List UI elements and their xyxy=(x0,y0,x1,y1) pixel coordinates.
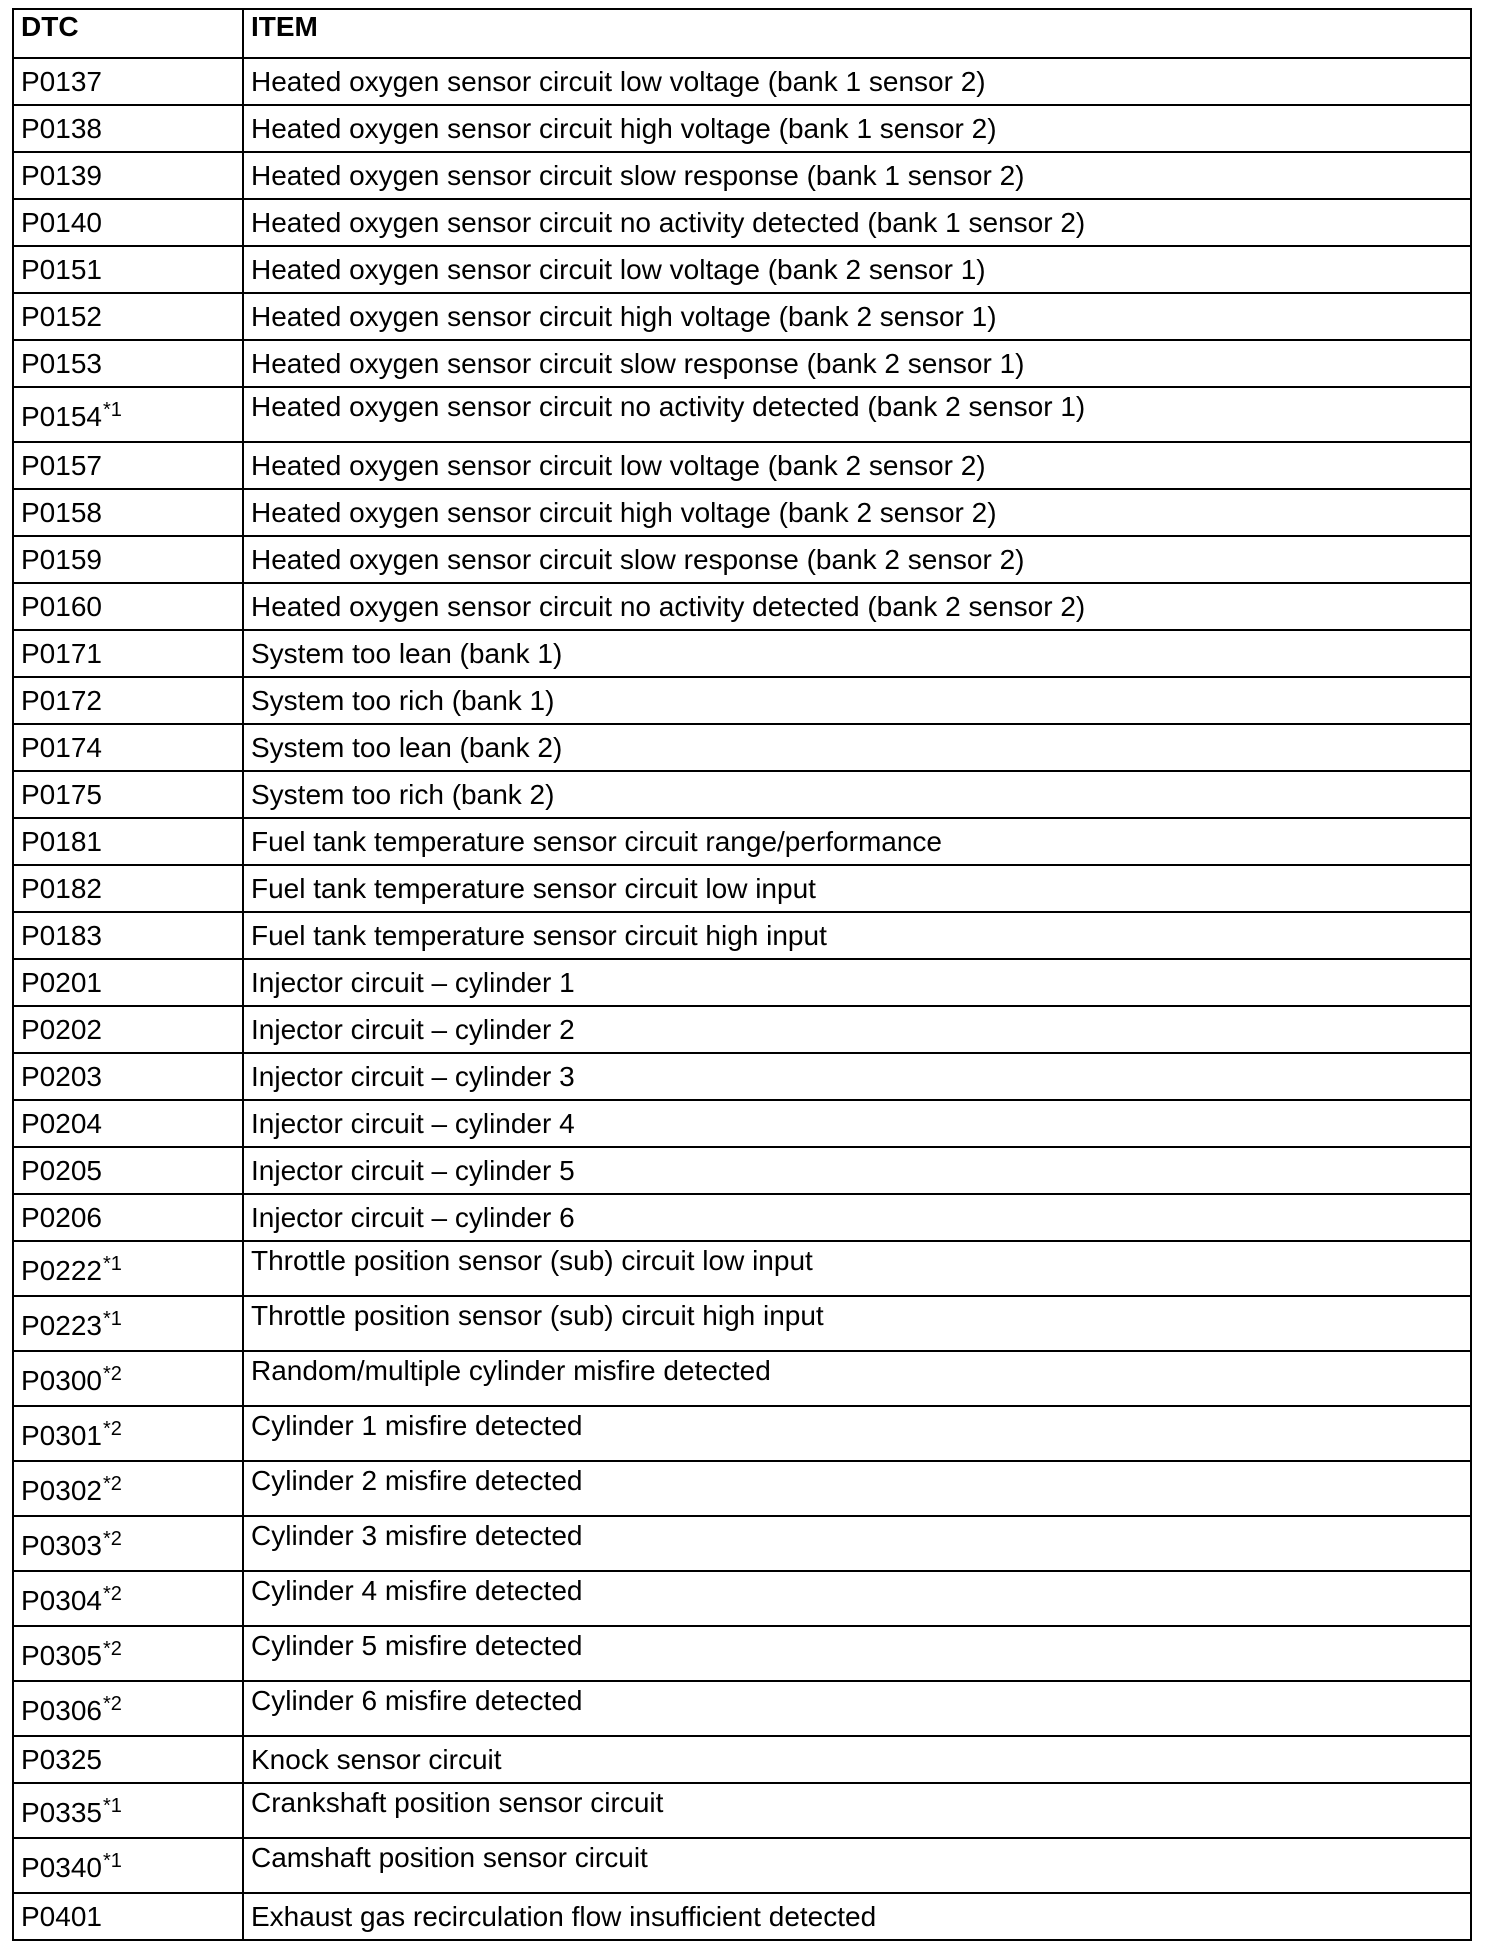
dtc-code-cell xyxy=(13,1461,243,1516)
dtc-code: P0172 xyxy=(21,685,102,716)
dtc-code-cell xyxy=(13,152,243,199)
dtc-code: P0335 xyxy=(21,1797,102,1828)
table-header-row xyxy=(13,9,1471,58)
dtc-code: P0139 xyxy=(21,160,102,191)
dtc-item-description: Injector circuit – cylinder 2 xyxy=(243,1006,1471,1053)
dtc-code: P0157 xyxy=(21,450,102,481)
table-row xyxy=(13,1100,1471,1147)
dtc-code: P0304 xyxy=(21,1585,102,1616)
dtc-code-cell xyxy=(13,818,243,865)
table-row xyxy=(13,724,1471,771)
dtc-code: P0153 xyxy=(21,348,102,379)
dtc-code: P0401 xyxy=(21,1901,102,1932)
table-row xyxy=(13,1783,1471,1838)
dtc-code-cell xyxy=(13,583,243,630)
table-row xyxy=(13,1893,1471,1940)
dtc-item-description: Injector circuit – cylinder 3 xyxy=(243,1053,1471,1100)
dtc-code: P0183 xyxy=(21,920,102,951)
table-row xyxy=(13,1241,1471,1296)
table-row xyxy=(13,387,1471,442)
dtc-code-cell xyxy=(13,1406,243,1461)
table-row xyxy=(13,1147,1471,1194)
footnote-marker: *1 xyxy=(102,1850,122,1872)
dtc-code-cell xyxy=(13,1783,243,1838)
table-row xyxy=(13,442,1471,489)
dtc-code: P0181 xyxy=(21,826,102,857)
table-row xyxy=(13,489,1471,536)
dtc-code-cell xyxy=(13,387,243,442)
dtc-item-description: Camshaft position sensor circuit xyxy=(243,1838,1471,1893)
dtc-item-description: Cylinder 4 misfire detected xyxy=(243,1571,1471,1626)
table-row xyxy=(13,583,1471,630)
dtc-item-description: Fuel tank temperature sensor circuit range/performance xyxy=(243,818,1471,865)
dtc-code-cell xyxy=(13,912,243,959)
table-row xyxy=(13,340,1471,387)
table-row xyxy=(13,771,1471,818)
dtc-code-cell xyxy=(13,1893,243,1940)
dtc-code: P0138 xyxy=(21,113,102,144)
dtc-item-description: Cylinder 6 misfire detected xyxy=(243,1681,1471,1736)
table-row xyxy=(13,1461,1471,1516)
dtc-item-description: Heated oxygen sensor circuit no activity detected (bank 1 sensor 2) xyxy=(243,199,1471,246)
footnote-marker: *2 xyxy=(102,1638,122,1660)
table-row xyxy=(13,1838,1471,1893)
footnote-marker: *1 xyxy=(102,399,122,421)
dtc-item-description: System too lean (bank 1) xyxy=(243,630,1471,677)
footnote-marker: *1 xyxy=(102,1795,122,1817)
dtc-code: P0152 xyxy=(21,301,102,332)
dtc-code-cell xyxy=(13,246,243,293)
dtc-code-cell xyxy=(13,1100,243,1147)
dtc-code-cell xyxy=(13,1296,243,1351)
table-row xyxy=(13,293,1471,340)
table-row xyxy=(13,912,1471,959)
dtc-code: P0154 xyxy=(21,401,102,432)
dtc-code-cell xyxy=(13,489,243,536)
dtc-item-description: Injector circuit – cylinder 6 xyxy=(243,1194,1471,1241)
table-row xyxy=(13,1194,1471,1241)
dtc-code: P0137 xyxy=(21,66,102,97)
dtc-item-description: Heated oxygen sensor circuit no activity detected (bank 2 sensor 2) xyxy=(243,583,1471,630)
dtc-code-cell xyxy=(13,1571,243,1626)
dtc-code: P0160 xyxy=(21,591,102,622)
dtc-item-description: Throttle position sensor (sub) circuit high input xyxy=(243,1296,1471,1351)
footnote-marker: *2 xyxy=(102,1528,122,1550)
dtc-code: P0159 xyxy=(21,544,102,575)
dtc-code: P0174 xyxy=(21,732,102,763)
table-row xyxy=(13,1351,1471,1406)
table-row xyxy=(13,246,1471,293)
table-row xyxy=(13,105,1471,152)
table-row xyxy=(13,959,1471,1006)
dtc-code-cell xyxy=(13,199,243,246)
dtc-code: P0171 xyxy=(21,638,102,669)
dtc-item-description: Cylinder 3 misfire detected xyxy=(243,1516,1471,1571)
dtc-code-cell xyxy=(13,677,243,724)
dtc-code: P0306 xyxy=(21,1695,102,1726)
dtc-code: P0222 xyxy=(21,1255,102,1286)
dtc-code: P0158 xyxy=(21,497,102,528)
dtc-code-cell xyxy=(13,724,243,771)
dtc-item-description: Cylinder 1 misfire detected xyxy=(243,1406,1471,1461)
dtc-item-description: System too lean (bank 2) xyxy=(243,724,1471,771)
footnote-marker: *2 xyxy=(102,1363,122,1385)
dtc-code: P0204 xyxy=(21,1108,102,1139)
dtc-item-description: Throttle position sensor (sub) circuit low input xyxy=(243,1241,1471,1296)
dtc-item-description: Heated oxygen sensor circuit slow response (bank 2 sensor 1) xyxy=(243,340,1471,387)
table-row xyxy=(13,865,1471,912)
table-row xyxy=(13,1736,1471,1783)
dtc-code: P0203 xyxy=(21,1061,102,1092)
dtc-code-cell xyxy=(13,536,243,583)
table-row xyxy=(13,536,1471,583)
table-row xyxy=(13,1681,1471,1736)
dtc-item-description: Injector circuit – cylinder 1 xyxy=(243,959,1471,1006)
table-row xyxy=(13,677,1471,724)
dtc-code-cell xyxy=(13,1147,243,1194)
table-row xyxy=(13,1406,1471,1461)
dtc-code: P0340 xyxy=(21,1852,102,1883)
dtc-code-cell xyxy=(13,1516,243,1571)
dtc-code: P0205 xyxy=(21,1155,102,1186)
dtc-code: P0325 xyxy=(21,1744,102,1775)
table-row xyxy=(13,199,1471,246)
dtc-code-cell xyxy=(13,865,243,912)
column-header-item: ITEM xyxy=(243,9,1471,58)
dtc-code-cell xyxy=(13,1194,243,1241)
dtc-code-cell xyxy=(13,293,243,340)
footnote-marker: *2 xyxy=(102,1583,122,1605)
dtc-code-cell xyxy=(13,1736,243,1783)
dtc-code-cell xyxy=(13,58,243,105)
column-header-dtc: DTC xyxy=(13,9,243,58)
dtc-code: P0202 xyxy=(21,1014,102,1045)
table-row xyxy=(13,1296,1471,1351)
table-row xyxy=(13,1571,1471,1626)
dtc-item-description: Random/multiple cylinder misfire detected xyxy=(243,1351,1471,1406)
footnote-marker: *2 xyxy=(102,1418,122,1440)
dtc-item-description: Injector circuit – cylinder 4 xyxy=(243,1100,1471,1147)
dtc-code: P0305 xyxy=(21,1640,102,1671)
dtc-code-cell xyxy=(13,959,243,1006)
dtc-code-cell xyxy=(13,105,243,152)
dtc-code-cell xyxy=(13,630,243,677)
table-row xyxy=(13,152,1471,199)
dtc-item-description: Heated oxygen sensor circuit high voltage (bank 2 sensor 2) xyxy=(243,489,1471,536)
table-row xyxy=(13,1516,1471,1571)
table-body xyxy=(13,58,1471,1940)
dtc-item-description: Cylinder 5 misfire detected xyxy=(243,1626,1471,1681)
dtc-code: P0302 xyxy=(21,1475,102,1506)
footnote-marker: *1 xyxy=(102,1253,122,1275)
dtc-code: P0182 xyxy=(21,873,102,904)
dtc-item-description: Cylinder 2 misfire detected xyxy=(243,1461,1471,1516)
dtc-item-description: Fuel tank temperature sensor circuit high input xyxy=(243,912,1471,959)
dtc-code-cell xyxy=(13,442,243,489)
dtc-item-description: Exhaust gas recirculation flow insufficient detected xyxy=(243,1893,1471,1940)
dtc-item-description: Heated oxygen sensor circuit no activity detected (bank 2 sensor 1) xyxy=(243,387,1471,442)
dtc-item-description: Heated oxygen sensor circuit low voltage (bank 2 sensor 2) xyxy=(243,442,1471,489)
dtc-code-cell xyxy=(13,771,243,818)
dtc-item-description: Heated oxygen sensor circuit slow response (bank 2 sensor 2) xyxy=(243,536,1471,583)
dtc-table xyxy=(12,8,1472,1941)
table-row xyxy=(13,1006,1471,1053)
table-row xyxy=(13,1053,1471,1100)
dtc-item-description: Heated oxygen sensor circuit low voltage (bank 1 sensor 2) xyxy=(243,58,1471,105)
dtc-code: P0206 xyxy=(21,1202,102,1233)
dtc-item-description: System too rich (bank 1) xyxy=(243,677,1471,724)
footnote-marker: *2 xyxy=(102,1473,122,1495)
table-row xyxy=(13,630,1471,677)
dtc-code-cell xyxy=(13,1681,243,1736)
dtc-code: P0223 xyxy=(21,1310,102,1341)
table-row xyxy=(13,58,1471,105)
dtc-item-description: Heated oxygen sensor circuit high voltage (bank 2 sensor 1) xyxy=(243,293,1471,340)
dtc-code-cell xyxy=(13,1053,243,1100)
dtc-item-description: Heated oxygen sensor circuit low voltage (bank 2 sensor 1) xyxy=(243,246,1471,293)
dtc-item-description: Injector circuit – cylinder 5 xyxy=(243,1147,1471,1194)
dtc-code: P0201 xyxy=(21,967,102,998)
dtc-code: P0151 xyxy=(21,254,102,285)
dtc-code-cell xyxy=(13,1838,243,1893)
dtc-code-cell xyxy=(13,1241,243,1296)
footnote-marker: *1 xyxy=(102,1308,122,1330)
dtc-code: P0175 xyxy=(21,779,102,810)
dtc-item-description: System too rich (bank 2) xyxy=(243,771,1471,818)
footnote-marker: *2 xyxy=(102,1693,122,1715)
dtc-item-description: Knock sensor circuit xyxy=(243,1736,1471,1783)
dtc-code-cell xyxy=(13,340,243,387)
dtc-code-cell xyxy=(13,1006,243,1053)
dtc-code: P0301 xyxy=(21,1420,102,1451)
table-row xyxy=(13,818,1471,865)
dtc-code: P0303 xyxy=(21,1530,102,1561)
dtc-code-cell xyxy=(13,1626,243,1681)
dtc-item-description: Fuel tank temperature sensor circuit low input xyxy=(243,865,1471,912)
dtc-code-cell xyxy=(13,1351,243,1406)
table-row xyxy=(13,1626,1471,1681)
dtc-item-description: Heated oxygen sensor circuit high voltage (bank 1 sensor 2) xyxy=(243,105,1471,152)
dtc-item-description: Crankshaft position sensor circuit xyxy=(243,1783,1471,1838)
dtc-item-description: Heated oxygen sensor circuit slow response (bank 1 sensor 2) xyxy=(243,152,1471,199)
dtc-code: P0140 xyxy=(21,207,102,238)
dtc-code: P0300 xyxy=(21,1365,102,1396)
